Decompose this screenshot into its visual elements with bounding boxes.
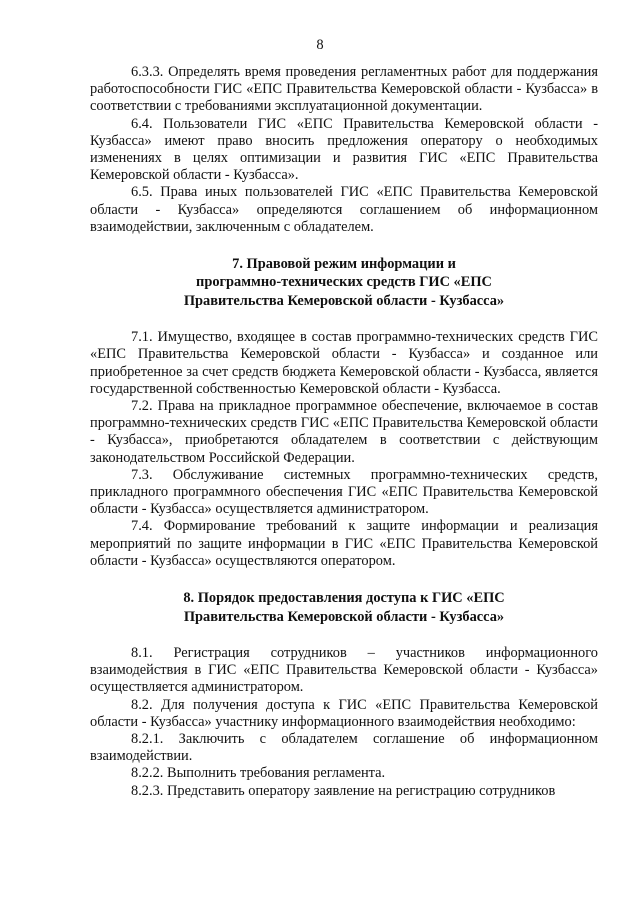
paragraph-6-5: 6.5. Права иных пользователей ГИС «ЕПС Правительства Кемеровской области - Кузбасса» определяются соглашением об информационном взаимодействии, заключенным с обладателем. bbox=[90, 184, 598, 235]
paragraph-8-2-3: 8.2.3. Представить оператору заявление на регистрацию сотрудников bbox=[131, 782, 556, 799]
paragraph-7-1: 7.1. Имущество, входящее в состав программно-технических средств ГИС «ЕПС Правительства Кемеровской области - Кузбасса» и созданное или приобретенное за счет средств бюджета Кемеровской области - Кузбасса, является государственной собственностью Кемеровской области - Кузбасса. bbox=[90, 329, 598, 397]
section-7-heading-line: Правительства Кемеровской области - Кузбасса» bbox=[183, 292, 505, 309]
paragraph-6-4: 6.4. Пользователи ГИС «ЕПС Правительства Кемеровской области - Кузбасса» имеют право вносить предложения оператору о необходимых изменениях в целях оптимизации и развития ГИС «ЕПС Правительства Кемеровской области - Кузбасса». bbox=[90, 115, 598, 184]
section-7-heading bbox=[90, 255, 598, 310]
section-7-heading-line: 7. Правовой режим информации и bbox=[232, 256, 456, 273]
paragraph-7-4: 7.4. Формирование требований к защите информации и реализация мероприятий по защите информации в ГИС «ЕПС Правительства Кемеровской области - Кузбасса» осуществляются оператором. bbox=[90, 518, 598, 569]
section-8-heading-line: Правительства Кемеровской области - Кузбасса» bbox=[183, 608, 505, 625]
section-7-heading-line: программно-технических средств ГИС «ЕПС bbox=[196, 274, 492, 291]
paragraph-8-1: 8.1. Регистрация сотрудников – участников информационного взаимодействия в ГИС «ЕПС Правительства Кемеровской области - Кузбасса» осуществляется администратором. bbox=[90, 644, 598, 696]
section-8-heading-line: 8. Порядок предоставления доступа к ГИС «ЕПС bbox=[183, 590, 505, 607]
paragraph-7-3: 7.3. Обслуживание системных программно-технических средств, прикладного программного обеспечения ГИС «ЕПС Правительства Кемеровской области - Кузбасса» осуществляется администратором. bbox=[90, 466, 598, 518]
paragraph-8-2-2: 8.2.2. Выполнить требования регламента. bbox=[131, 765, 386, 782]
page-number: 8 bbox=[316, 37, 324, 53]
paragraph-6-3-3: 6.3.3. Определять время проведения регламентных работ для поддержания работоспособности ГИС «ЕПС Правительства Кемеровской области - Кузбасса» в соответствии с требованиями эксплуатационной документации. bbox=[90, 64, 598, 115]
paragraph-8-2-1: 8.2.1. Заключить с обладателем соглашение об информационном взаимодействии. bbox=[90, 730, 598, 765]
section-8-heading bbox=[90, 589, 598, 626]
document-body bbox=[90, 64, 598, 800]
paragraph-7-2: 7.2. Права на прикладное программное обеспечение, включаемое в состав программно-технических средств ГИС «ЕПС Правительства Кемеровской области - Кузбасса», приобретаются обладателем в соответствии с действующим законодательством Российской Федерации. bbox=[90, 398, 598, 466]
paragraph-8-2: 8.2. Для получения доступа к ГИС «ЕПС Правительства Кемеровской области - Кузбасса» участнику информационного взаимодействия необходимо: bbox=[90, 696, 598, 730]
